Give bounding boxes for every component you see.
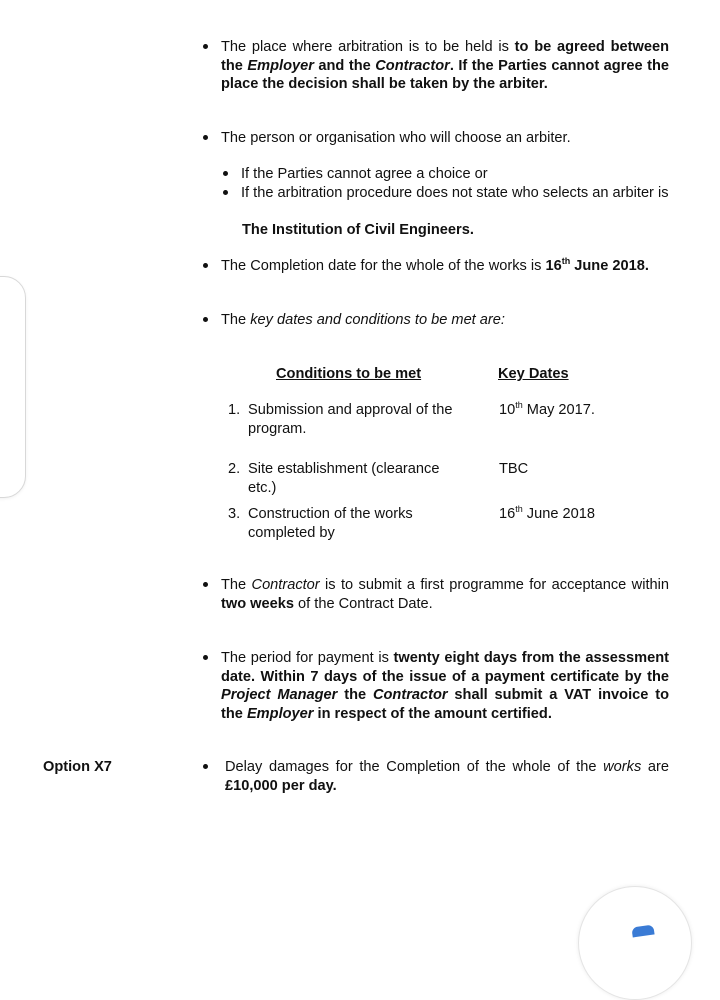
payment-contractor-term: Contractor [372,687,448,703]
row-3-day: 16 [499,506,516,522]
completion-date-lead: The Completion date for the whole of the works is [221,258,546,274]
condition-row-3-num: 3. [228,506,241,522]
payment-bold4: in respect of the amount certified. [313,705,552,722]
arbiter-chooser-lead: The person or organisation who will choose an arbiter. [221,130,571,146]
bullet [203,655,208,660]
bullet [203,44,208,49]
programme-two-weeks: two weeks [221,595,294,612]
option-x7-mid: are [641,759,670,775]
bullet [203,582,208,587]
condition-row-1-line1: Submission and approval of the [248,402,453,418]
key-dates-lead: The [221,312,251,328]
condition-row-1-text [248,401,488,438]
key-dates-intro [221,311,505,330]
condition-row-3-line2: completed by [248,524,335,541]
condition-row-1-date [499,401,595,420]
payment-bold1: twenty eight days from the assessment date. Within 7 days of the issue of a payment certificate by the [221,650,669,685]
arbiter-sub-item-1: If the Parties cannot agree a choice or [241,166,488,182]
condition-row-3-text [248,505,488,542]
employer-term: Employer [247,57,314,74]
row-1-rest: May 2017. [522,402,595,418]
arbiter-sub-item-2: If the arbitration procedure does not state who selects an arbiter is [241,185,669,201]
condition-row-1-num: 1. [228,402,241,418]
option-x7-paragraph [225,758,669,795]
completion-month-year: June 2018. [570,258,649,274]
bullet [203,135,208,140]
programme-lead: The [221,577,252,593]
row-1-day: 10 [499,402,516,418]
programme-paragraph [221,576,669,613]
arbitration-place-bold3: . If the Parties cannot agree the place the decision shall be taken by the arbiter. [221,57,669,92]
condition-row-2-line1: Site establishment (clearance [248,461,440,477]
completion-day-suffix: th [561,256,571,267]
condition-row-2-line2: etc.) [248,479,277,496]
completion-day: 16 [545,258,562,274]
option-x7-amount: £10,000 per day. [225,777,337,794]
condition-row-2-date: TBC [499,461,529,477]
row-1-suffix: th [515,400,523,411]
condition-row-3-date [499,505,595,524]
condition-row-2-text [248,460,488,497]
programme-mid: is to submit a first programme for acceptance within [319,577,669,593]
programme-contractor-term: Contractor [251,577,320,593]
option-x7-label: Option X7 [43,759,112,775]
option-x7-works: works [603,759,642,775]
option-x7-lead: Delay damages for the Completion of the whole of the [225,759,604,775]
payment-lead: The period for payment is [221,650,394,666]
arbitration-place-bold1: to be agreed between the [221,39,670,74]
completion-date-paragraph [221,257,669,276]
key-dates-italic: key dates and conditions to be met are: [250,312,505,328]
side-panel-tab[interactable] [0,276,26,498]
row-3-rest: June 2018 [522,506,595,522]
condition-row-3-line1: Construction of the works [248,506,413,522]
key-dates-header: Key Dates [498,366,569,382]
condition-row-1-line2: program. [248,420,307,437]
arbitration-place-lead: The place where arbitration is to be held is [221,39,515,55]
payment-paragraph [221,649,669,723]
condition-row-2-num: 2. [228,461,241,477]
bullet [223,190,228,195]
programme-end: of the Contract Date. [294,595,433,612]
conditions-header: Conditions to be met [276,366,422,382]
arbitration-place-paragraph [221,38,669,94]
payment-bold3: shall submit a VAT invoice to the [221,687,670,722]
bullet [203,317,208,322]
floating-action-button[interactable] [578,886,692,1000]
payment-employer-term: Employer [246,705,314,722]
bullet [223,171,228,176]
bullet [203,764,208,769]
row-3-suffix: th [515,504,523,515]
payment-bold2: the [337,687,373,703]
institution-name: The Institution of Civil Engineers. [242,222,474,238]
project-manager-term: Project Manager [221,687,338,703]
arbitration-place-bold2: and the [313,57,376,74]
bullet [203,263,208,268]
contractor-term: Contractor [375,57,450,74]
